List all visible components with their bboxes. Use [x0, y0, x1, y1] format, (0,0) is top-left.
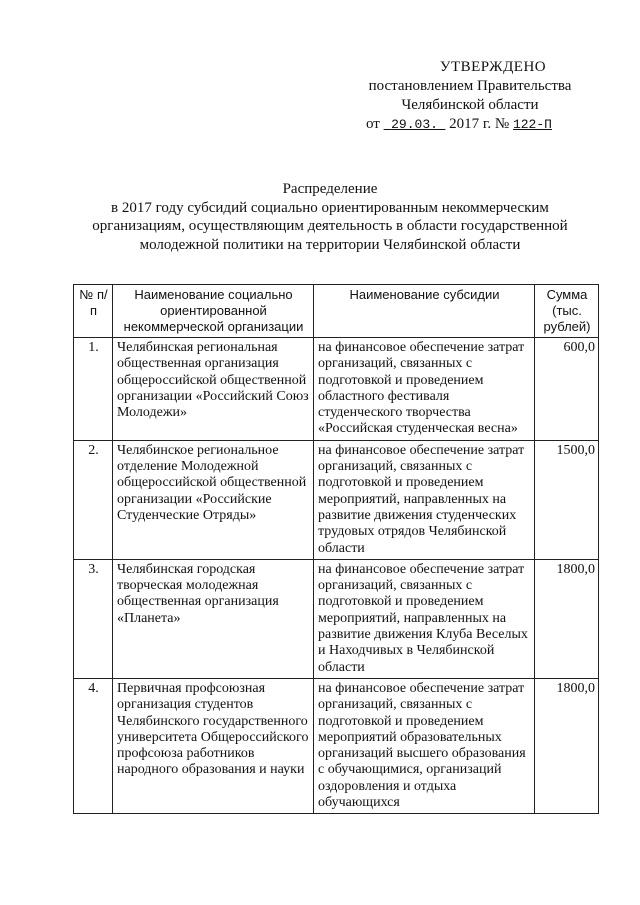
row-sum: 1500,0	[535, 440, 599, 559]
title-line-3: организациям, осуществляющим деятельность в области государственной	[92, 218, 568, 234]
row-sum: 1800,0	[535, 678, 599, 813]
table-row	[74, 338, 599, 441]
approval-line-1: постановлением Правительства	[368, 78, 572, 94]
approval-date-line	[366, 115, 580, 134]
row-subsidy: на финансовое обеспечение затрат организаций, связанных с подготовкой и проведением мероприятий, направленных на развитие движения Клуба Веселых и Находчивых в Челябинской области	[314, 559, 535, 678]
header-org: Наименование социально ориентированной некоммерческой организации	[113, 285, 314, 338]
table-row	[74, 440, 599, 559]
subsidy-table	[73, 284, 599, 814]
row-num: 2.	[74, 440, 113, 559]
row-subsidy: на финансовое обеспечение затрат организаций, связанных с подготовкой и проведением областного фестиваля студенческого творчества «Российская студенческая весна»	[314, 338, 535, 441]
table-row	[74, 678, 599, 813]
row-num: 4.	[74, 678, 113, 813]
date-underline	[384, 116, 446, 132]
title-line-1: Распределение	[282, 181, 378, 197]
header-subsidy: Наименование субсидии	[314, 285, 535, 338]
approval-date: 29.03.	[391, 117, 438, 132]
row-sum: 1800,0	[535, 559, 599, 678]
row-org: Челябинская региональная общественная организация общероссийской общественной организации «Российский Союз Молодежи»	[113, 338, 314, 441]
row-org: Первичная профсоюзная организация студентов Челябинского государственного университета Общероссийского профсоюза работников народного образования и науки	[113, 678, 314, 813]
header-sum: Сумма (тыс. рублей)	[535, 285, 599, 338]
approval-stamp	[360, 58, 580, 134]
title-line-4: молодежной политики на территории Челябинской области	[139, 236, 521, 253]
table-header-row	[74, 285, 599, 338]
row-org: Челябинское региональное отделение Молодежной общероссийской общественной организации «Российские Студенческие Отряды»	[113, 440, 314, 559]
table-row	[74, 559, 599, 678]
date-prefix: от	[366, 116, 380, 132]
row-sum: 600,0	[535, 338, 599, 441]
approval-number: 122-П	[512, 117, 552, 132]
row-subsidy: на финансовое обеспечение затрат организаций, связанных с подготовкой и проведением мероприятий, направленных на развитие движения студенческих трудовых отрядов Челябинской области	[314, 440, 535, 559]
row-org: Челябинская городская творческая молодежная общественная организация «Планета»	[113, 559, 314, 678]
row-num: 1.	[74, 338, 113, 441]
header-num: № п/п	[74, 285, 113, 338]
row-num: 3.	[74, 559, 113, 678]
document-title	[60, 180, 600, 254]
year-text: 2017 г. №	[449, 116, 510, 132]
approval-line-2: Челябинской области	[401, 97, 539, 113]
row-subsidy: на финансовое обеспечение затрат организаций, связанных с подготовкой и проведением мероприятий образовательных организаций высшего образования с обучающимися, организаций оздоровления и отдыха обучающихся	[314, 678, 535, 813]
approval-heading: УТВЕРЖДЕНО	[439, 59, 547, 75]
title-line-2: в 2017 году субсидий социально ориентированным некоммерческим	[111, 199, 549, 216]
